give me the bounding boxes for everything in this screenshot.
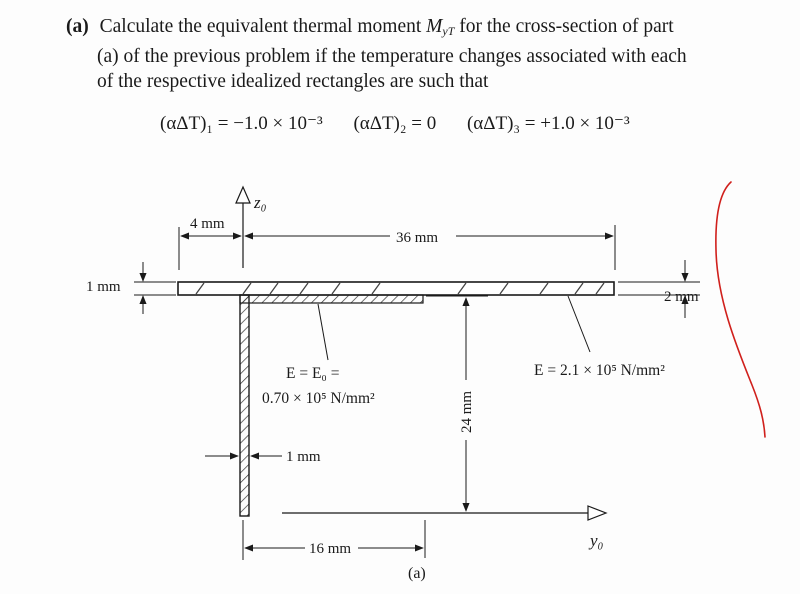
- condition-2: (αΔT)₂ = 0: [353, 113, 437, 134]
- top-flange: [178, 282, 614, 295]
- bottom-strip: [240, 295, 423, 303]
- z-axis-label: z₀: [254, 193, 267, 212]
- problem-text-1: Calculate the equivalent thermal moment: [99, 16, 422, 37]
- dim-2mm-label: 2 mm: [664, 289, 699, 305]
- condition-3: (αΔT)₃ = +1.0 × 10⁻³: [466, 113, 630, 134]
- dim-36mm: [245, 225, 615, 270]
- leader-left: [318, 304, 328, 360]
- dim-1mm-web-label: 1 mm: [286, 449, 321, 465]
- dim-2mm: [618, 260, 700, 318]
- dim-16mm: [243, 520, 425, 560]
- part-label: (a): [66, 16, 89, 37]
- dim-1mm-web: [205, 449, 321, 465]
- web: [240, 295, 249, 516]
- dim-16mm-label: 16 mm: [309, 541, 352, 557]
- figure-caption: (a): [408, 565, 426, 582]
- moment-subscript: yT: [442, 24, 455, 38]
- condition-1: (αΔT)₁ = −1.0 × 10⁻³: [160, 113, 323, 134]
- z-axis: [236, 187, 267, 268]
- problem-line-2: (a) of the previous problem if the temperature changes associated with each: [97, 46, 687, 67]
- dim-4mm: [179, 216, 241, 270]
- problem-text-1-end: for the cross-section of part: [459, 16, 674, 37]
- red-annotation-stroke: [716, 182, 765, 437]
- moment-symbol: M: [426, 16, 443, 37]
- modulus-left-line1: E = E₀ =: [286, 365, 340, 382]
- problem-line-3: of the respective idealized rectangles are such that: [97, 71, 489, 92]
- dim-36mm-label: 36 mm: [396, 230, 439, 246]
- leader-right: [568, 296, 590, 352]
- dim-24mm-label: 24 mm: [459, 390, 475, 433]
- dim-4mm-label: 4 mm: [190, 216, 225, 232]
- y-axis-label: y₀: [590, 531, 604, 550]
- modulus-left-line2: 0.70 × 10⁵ N/mm²: [262, 390, 375, 407]
- modulus-right: E = 2.1 × 10⁵ N/mm²: [534, 362, 665, 379]
- dim-1mm-flange: [86, 262, 176, 314]
- dim-24mm: [426, 296, 488, 511]
- dim-1mm-flange-label: 1 mm: [86, 279, 121, 295]
